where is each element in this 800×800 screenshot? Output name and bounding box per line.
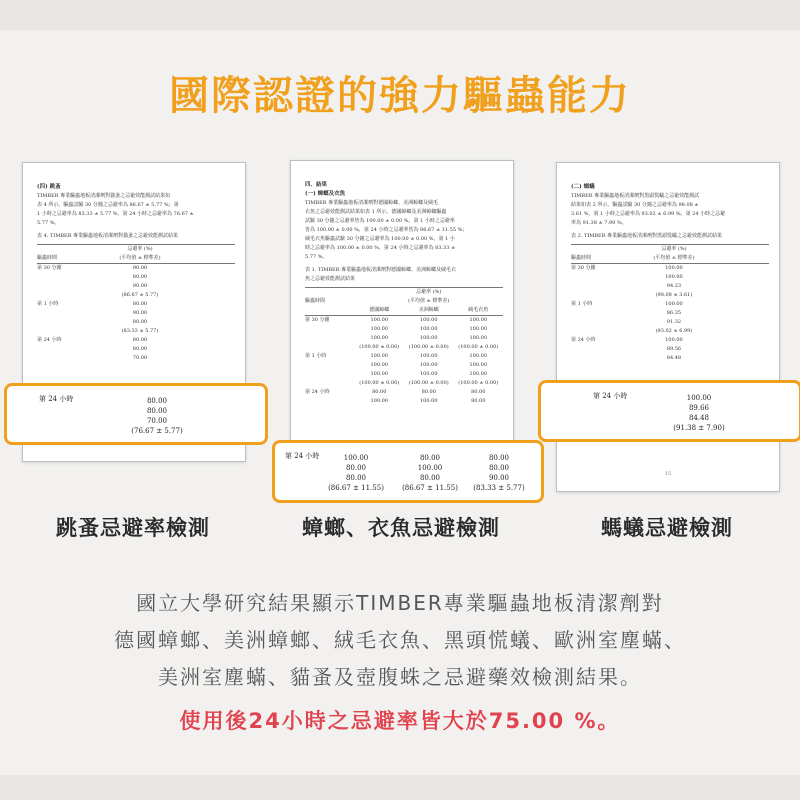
table-cell: (100.00 ± 0.00) (359, 380, 400, 386)
table-cell: 90.00 (132, 283, 148, 289)
table-cell: 100.00 (370, 371, 388, 377)
callout-value: 100.00 (686, 394, 712, 402)
page-title: 國際認證的強力驅蟲能力 (169, 73, 631, 119)
table-cell: (100.00 ± 0.00) (408, 380, 449, 386)
table-cell: 100.00 (370, 317, 388, 323)
table-column-title: 忌避率 (%) (127, 246, 153, 252)
paragraph-line: 表 4 所示。驅蟲試驗 30 分鐘之忌避率為 86.67 ± 5.77 %；第 (37, 202, 179, 208)
table-row (305, 325, 503, 334)
table-time: 第 30 分鐘 (305, 317, 330, 323)
callout-value: 80.00 (419, 454, 441, 462)
callout-value: 100.00 (417, 464, 443, 472)
paragraph-line: 3.61 %，第 1 小時之忌避率為 93.02 ± 6.99 %，第 24 小時之忌避 (571, 211, 726, 217)
table-cell: (86.67 ± 5.77) (121, 292, 159, 298)
table-time: 第 24 小時 (37, 337, 62, 343)
species-header: 美洲蟑螂 (418, 307, 439, 313)
table-time (305, 379, 355, 388)
table-column-title: 忌避率 (%) (416, 289, 442, 295)
table-row-label: 驅蟲時間 (305, 298, 326, 304)
table-time: 第 24 小時 (571, 337, 596, 343)
callout-value: 100.00 (343, 454, 369, 462)
table-time (305, 325, 355, 334)
table-cell: 80.00 (132, 346, 148, 352)
highlight-result: 使用後24小時之忌避率皆大於75.00 %。 (179, 709, 621, 733)
callout-value: 80.00 (488, 464, 510, 472)
table-cell: (83.33 ± 5.77) (121, 328, 159, 334)
callout-column (465, 453, 533, 493)
table-caption: 表 1. TIMBER 專業驅蟲地板清潔劑對德國蟑螂、美洲蟑螂及絨毛衣 (305, 267, 457, 273)
callout-value: 90.00 (488, 474, 510, 482)
callout-value: (86.67 ± 11.55) (402, 484, 458, 492)
table-time (305, 343, 355, 352)
section-heading: (四) 跳蚤 (37, 184, 61, 190)
table-cell: 100.00 (469, 362, 487, 368)
report-text-cockroach (305, 181, 503, 406)
paragraph-line: 衣魚之忌避效能測試結果如表 1 所示。德國蟑螂及美洲蟑螂驅蟲 (305, 209, 447, 215)
table-row (305, 352, 503, 361)
table-cell: 100.00 (665, 274, 683, 280)
table-cell: 86.35 (666, 310, 682, 316)
table-time: 第 30 分鐘 (37, 265, 62, 271)
callout-values (117, 396, 197, 436)
callout-value: 89.66 (688, 404, 710, 412)
callout-value: 80.00 (419, 474, 441, 482)
table-time: 第 1 小時 (571, 301, 593, 307)
table-cell: 100.00 (469, 353, 487, 359)
table-cell: 100.00 (420, 398, 438, 404)
table-cell: (93.02 ± 6.99) (655, 328, 693, 334)
table-cell: 100.00 (469, 326, 487, 332)
table-time (305, 370, 355, 379)
table-time: 第 1 小時 (305, 353, 327, 359)
table-cell: 100.00 (665, 265, 683, 271)
table-row (305, 388, 503, 397)
description-line: 德國蟑螂、美洲蟑螂、絨毛衣魚、黑頭慌蟻、歐洲室塵蟎、 (114, 628, 686, 652)
table-cell: 100.00 (469, 335, 487, 341)
table-cell: 100.00 (370, 398, 388, 404)
description-line: 國立大學研究結果顯示TIMBER專業驅蟲地板清潔劑對 (136, 591, 664, 615)
report-page-ant (556, 162, 780, 492)
callout-value: 80.00 (345, 474, 367, 482)
table-cell: (100.00 ± 0.00) (458, 380, 499, 386)
callout-time: 第 24 小時 (39, 395, 74, 403)
table-cell: 80.00 (421, 389, 436, 395)
callout-value: 80.00 (345, 464, 367, 472)
page-number: 15 (664, 471, 672, 477)
table-cell: 100.00 (420, 362, 438, 368)
table-column-sub: (平均值 ± 標準差) (408, 298, 450, 304)
table-cell: 100.00 (370, 335, 388, 341)
section-heading: 四、結果 (305, 182, 328, 188)
table-row (305, 397, 503, 406)
callout-value: 70.00 (146, 417, 168, 425)
flea-24h-callout (4, 383, 268, 445)
callout-value: (83.33 ± 5.77) (473, 484, 525, 492)
table-cell: 80.00 (132, 337, 148, 343)
table-header (37, 244, 235, 264)
report-text-ant (571, 183, 769, 363)
paragraph-line: TIMBER 專業驅蟲地板清潔劑對黑頭慌蟻之忌避效能測試 (571, 193, 700, 199)
table-row-label: 驅蟲時間 (571, 255, 592, 261)
cockroach-24h-callout (272, 440, 544, 503)
table-time: 第 30 分鐘 (571, 265, 596, 271)
table-column-sub: (平均值 ± 標準差) (653, 255, 695, 261)
paragraph-line: 結果如表 2 所示。驅蟲試驗 30 分鐘之忌避率為 98.08 ± (571, 202, 699, 208)
callout-value: 80.00 (146, 407, 168, 415)
table-cell: 94.23 (666, 283, 682, 289)
paragraph-line: 絨毛衣魚驅蟲試驗 30 分鐘之忌避率為 100.00 ± 0.00 %，第 1 小 (305, 236, 455, 242)
section-heading: (二) 螞蟻 (571, 184, 595, 190)
table-cell: 100.00 (420, 317, 438, 323)
table-cell: (100.00 ± 0.00) (359, 344, 400, 350)
callout-time: 第 24 小時 (593, 392, 628, 400)
callout-value: 84.48 (688, 414, 710, 422)
report-text-flea (37, 183, 235, 363)
paragraph-line: 皆為 100.00 ± 0.00 %，第 24 小時之忌避率皆為 86.67 ± 11.55 %； (305, 227, 468, 233)
table-time: 第 24 小時 (305, 389, 330, 395)
paragraph-line: 5.77 %。 (37, 220, 60, 226)
table-cell: 89.56 (666, 346, 682, 352)
table-cell: 100.00 (420, 353, 438, 359)
table-cell: 100.00 (665, 301, 683, 307)
table-cell: 90.00 (132, 310, 148, 316)
table-row (305, 379, 503, 388)
table-cell: 80.00 (372, 389, 387, 395)
table-row (305, 361, 503, 370)
callout-time: 第 24 小時 (285, 452, 320, 460)
table-caption: 表 4. TIMBER 專業驅蟲地板清潔劑對貓蚤之忌避效能測試結果 (37, 233, 179, 239)
callout-value: (76.67 ± 5.77) (131, 427, 183, 435)
table-body (305, 316, 503, 406)
table-cell: (100.00 ± 0.00) (458, 344, 499, 350)
table-cell: 80.00 (132, 274, 148, 280)
table-cell: 80.00 (471, 398, 486, 404)
table-cell: (100.00 ± 0.00) (408, 344, 449, 350)
table-column-title: 忌避率 (%) (661, 246, 687, 252)
table-column-sub: (平均值 ± 標準差) (119, 255, 161, 261)
species-header: 絨毛衣魚 (468, 307, 489, 313)
table-cell: 100.00 (469, 371, 487, 377)
paragraph-line: 時之忌避率為 100.00 ± 0.00 %，第 24 小時之忌避率為 83.33 ± (305, 245, 456, 251)
paragraph-line: TIMBER 專業驅蟲地板清潔劑對德國蟑螂、美洲蟑螂及絨毛 (305, 200, 439, 206)
caption-ant: 螞蟻忌避檢測 (601, 516, 733, 540)
table-cell: 100.00 (420, 326, 438, 332)
table-cell: 91.32 (666, 319, 682, 325)
table-cell: 100.00 (370, 353, 388, 359)
ant-24h-callout (538, 380, 800, 442)
callout-values (659, 393, 739, 433)
species-header: 德國蟑螂 (369, 307, 390, 313)
table-time (305, 361, 355, 370)
table-cell: 80.00 (471, 389, 486, 395)
table-cell: 80.00 (132, 301, 148, 307)
table-cell: 90.00 (132, 265, 148, 271)
table-row (305, 316, 503, 325)
table-row-label: 驅蟲時間 (37, 255, 58, 261)
table-cell: 100.00 (370, 326, 388, 332)
table-time (305, 397, 355, 406)
table-cell: 84.48 (666, 355, 682, 361)
callout-column (395, 453, 465, 493)
table-cell: 100.00 (420, 335, 438, 341)
table-row (305, 370, 503, 379)
table-header (305, 287, 503, 316)
paragraph-line: 試驗 30 分鐘之忌避率皆為 100.00 ± 0.00 %，第 1 小時之忌避率 (305, 218, 455, 224)
table-header (571, 244, 769, 264)
paragraph-line: 1 小時之忌避率為 83.33 ± 5.77 %，第 24 小時之忌避率為 76.67 ± (37, 211, 194, 217)
paragraph-line: TIMBER 專業驅蟲地板清潔劑對貓蚤之忌避效能測試結果如 (37, 193, 171, 199)
table-row (305, 334, 503, 343)
caption-flea: 跳蚤忌避率檢測 (56, 516, 210, 540)
table-cell: 100.00 (469, 317, 487, 323)
section-subheading: (一) 蟑螂及衣魚 (305, 191, 346, 197)
table-cell: 100.00 (420, 371, 438, 377)
table-row (305, 343, 503, 352)
table-cell: 100.00 (370, 362, 388, 368)
callout-value: (91.38 ± 7.90) (673, 424, 725, 432)
paragraph-line: 5.77 %。 (305, 254, 328, 260)
table-cell: 70.00 (132, 355, 148, 361)
callout-value: 80.00 (146, 397, 168, 405)
callout-column (321, 453, 391, 493)
paragraph-line: 率為 91.38 ± 7.90 %。 (571, 220, 627, 226)
table-time: 第 1 小時 (37, 301, 59, 307)
description-line: 美洲室塵蟎、貓蚤及壺腹蛛之忌避藥效檢測結果。 (158, 665, 642, 689)
table-cell: 100.00 (665, 337, 683, 343)
table-cell: 80.00 (132, 319, 148, 325)
table-caption-cont: 魚之忌避效能測試結果 (305, 276, 356, 282)
caption-cockroach: 蟑螂、衣魚忌避檢測 (302, 516, 500, 540)
table-cell: (98.08 ± 3.61) (655, 292, 693, 298)
callout-value: (86.67 ± 11.55) (328, 484, 384, 492)
table-caption: 表 2. TIMBER 專業驅蟲地板清潔劑對黑頭慌蟻之忌避效能測試結果 (571, 233, 723, 239)
table-time (305, 334, 355, 343)
callout-value: 80.00 (488, 454, 510, 462)
